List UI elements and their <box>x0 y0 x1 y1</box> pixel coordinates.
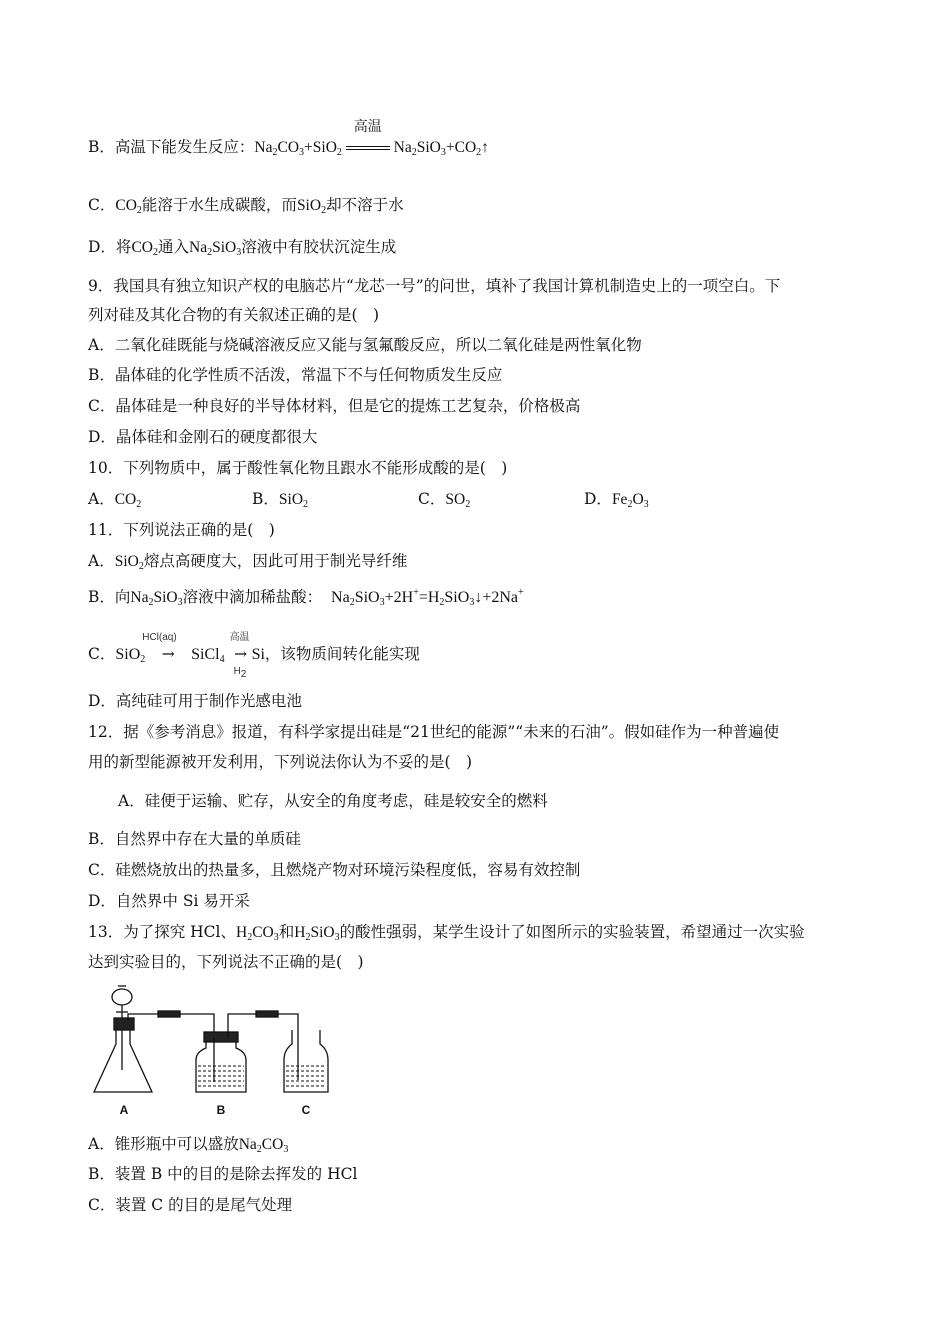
q9-stem-line2: 列对硅及其化合物的有关叙述正确的是( ) <box>88 306 380 324</box>
reaction-arrow: HCl(aq) → <box>142 632 177 663</box>
q11-ionic-equation: $Na_2SiO_3+2H^+=H_2SiO_3↓+2Na^+$ <box>331 587 524 608</box>
q12-option-b: B．自然界中存在大量的单质硅 <box>88 830 301 848</box>
q8-option-d <box>88 236 396 259</box>
bottle-b-stopper <box>204 1032 238 1042</box>
tube-b-to-c <box>228 1014 298 1080</box>
figure-label-c: C <box>301 1103 311 1117</box>
figure-label-a: A <box>119 1103 129 1117</box>
q12-stem-line1: 12．据《参考消息》报道，有科学家提出硅是“21世纪的能源”“未来的石油”。假如硅作为一种普遍使 <box>88 723 780 741</box>
formula-co2: $CO_2$ <box>131 239 158 258</box>
q10-option-c: C．$SO_2$ <box>418 490 471 510</box>
liquid-levels <box>198 1066 326 1086</box>
q11-stem: 11．下列说法正确的是( ) <box>88 521 275 539</box>
q8-option-c <box>88 194 404 217</box>
q12-stem-line2: 用的新型能源被开发利用，下列说法你认为不妥的是( ) <box>88 753 473 771</box>
figure-label-b: B <box>216 1103 226 1117</box>
q9-option-b: B．晶体硅的化学性质不活泼，常温下不与任何物质发生反应 <box>88 366 503 384</box>
q13-option-b: B．装置 B 中的目的是除去挥发的 HCl <box>88 1165 358 1183</box>
q10-option-a: A．$CO_2$ <box>88 490 142 510</box>
q8-option-b-text: B．高温下能发生反应： <box>88 138 255 156</box>
flask-a-stopper <box>114 1018 134 1030</box>
q8-option-d-label: D．将 <box>88 238 132 256</box>
formula-na2sio3: $Na_2SiO_3$ <box>189 239 242 258</box>
q9-option-d: D．晶体硅和金刚石的硬度都很大 <box>88 428 318 446</box>
experiment-apparatus-figure <box>88 980 348 1122</box>
q10-option-b: B．SiO$_2$ <box>252 490 309 510</box>
q10-stem: 10．下列物质中，属于酸性氧化物且跟水不能形成酸的是( ) <box>88 459 508 477</box>
q13-option-a: A．锥形瓶中可以盛放$Na_2CO_3$ <box>88 1135 289 1155</box>
q11-option-b: B．向$Na_2SiO_3$溶液中滴加稀盐酸： $Na_2SiO_3+2H^+=H_2SiO_3↓+2Na^+$ <box>88 587 524 608</box>
q8-option-d-text2: 溶液中有胶状沉淀生成 <box>241 238 397 256</box>
q8-option-c-text2: 却不溶于水 <box>326 196 404 214</box>
q8-option-c-label: C． <box>88 196 116 214</box>
q10-options <box>88 488 688 510</box>
q13-stem-line2: 达到实验目的，下列说法不正确的是( ) <box>88 953 364 971</box>
q12-option-c: C．硅燃烧放出的热量多，且燃烧产物对环境污染程度低，容易有效控制 <box>88 861 581 879</box>
reaction-condition: 高温 <box>353 120 382 135</box>
q13-stem-line1: 13．为了探究 HCl、$H_2CO_3$和$H_2SiO_3$的酸性强弱，某学生设计了如图所示的实验装置，希望通过一次实验 <box>88 923 805 943</box>
equilibrium-sign <box>346 120 390 159</box>
formula-co2: $CO_2$ <box>115 197 142 216</box>
q13-option-c: C．装置 C 的目的是尾气处理 <box>88 1196 293 1214</box>
conical-flask-a <box>94 1030 152 1092</box>
q8-option-b <box>88 120 489 159</box>
q8-option-c-text1: 能溶于水生成碳酸，而 <box>141 196 297 214</box>
washing-bottle-b <box>196 1042 246 1092</box>
formula-sio2: SiO$_2$ <box>296 197 327 216</box>
q11-option-d: D．高纯硅可用于制作光感电池 <box>88 692 302 710</box>
q11-option-c: C．SiO$_2$ HCl(aq) → SiCl$_4$ 高温 → $H_2$ Si，该物质间转化能实现 <box>88 632 420 680</box>
q12-option-d: D．自然界中 Si 易开采 <box>88 892 250 910</box>
q9-option-a: A．二氧化硅既能与烧碱溶液反应又能与氢氟酸反应，所以二氧化硅是两性氧化物 <box>88 336 642 354</box>
separatory-funnel <box>112 989 132 1005</box>
q12-option-a: A．硅便于运输、贮存，从安全的角度考虑，硅是较安全的燃料 <box>118 792 548 810</box>
q10-option-d: D．$Fe_2O_3$ <box>584 490 649 510</box>
q11-option-a: A．SiO$_2$熔点高硬度大，因此可用于制光导纤维 <box>88 552 408 572</box>
q8-option-b-equation: $Na_2CO_3+SiO_2$ 高温 $Na_2SiO_3+CO_2↑$ <box>254 139 488 156</box>
q8-option-d-text1: 通入 <box>157 238 189 256</box>
q9-option-c: C．晶体硅是一种良好的半导体材料，但是它的提炼工艺复杂，价格极高 <box>88 397 581 415</box>
q9-stem-line1: 9．我国具有独立知识产权的电脑芯片“龙芯一号”的问世，填补了我国计算机制造史上的一项空白。下 <box>88 277 781 295</box>
reaction-arrow: 高温 → $H_2$ <box>229 632 250 680</box>
bottle-c <box>284 1030 328 1092</box>
